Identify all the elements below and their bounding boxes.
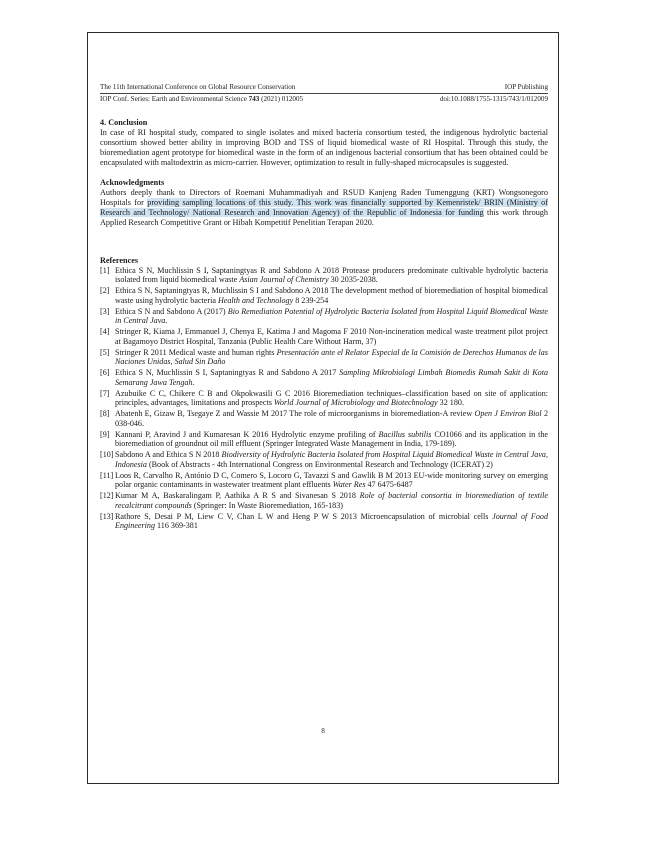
acknowledgments-heading: Acknowledgments (100, 178, 165, 188)
conference-title: The 11th International Conference on Global Resource Conservation (100, 83, 296, 91)
reference-number: [5] (100, 347, 110, 357)
running-header (100, 83, 548, 92)
reference-number: [8] (100, 409, 110, 419)
reference-text: Stringer R 2011 Medical waste and human rights Presentación ante el Relator Especial de la Comisión de Derechos Humanos de las Naciones Unidas, Salud Sin Daño (115, 347, 548, 367)
reference-item (100, 491, 548, 510)
reference-number: [3] (100, 306, 110, 316)
series-info: IOP Conf. Series: Earth and Environmental Science 743 (2021) 012005 (100, 95, 304, 103)
header-rule (100, 93, 548, 94)
reference-item (100, 327, 548, 346)
page-content (100, 83, 548, 532)
reference-text: Ethica S N, Muchlissin S I, Saptaningtyas R and Sabdono A 2017 Sampling Mikrobiologi Limbah Biomedis Rumah Sakit di Kota Semarang Jawa Tengah. (115, 368, 548, 387)
reference-text: Abatenh E, Gizaw B, Tsegaye Z and Wassie M 2017 The role of microorganisms in bioremediation-A review Open J Environ Biol 2 038-046. (115, 409, 548, 428)
reference-item (100, 286, 548, 305)
reference-item (100, 471, 548, 490)
reference-text: Azubuike C C, Chikere C B and Okpokwasili G C 2016 Bioremediation techniques–classification based on site of application: principles, advantages, limitations and prospects World Journal of Microbiology and Biotechnology 32 180. (115, 388, 548, 408)
publisher-name: IOP Publishing (504, 83, 548, 91)
reference-number: [1] (100, 265, 110, 275)
reference-number: [4] (100, 327, 110, 337)
reference-list (100, 266, 548, 531)
reference-item (100, 409, 548, 428)
conclusion-text: In case of RI hospital study, compared to single isolates and mixed bacteria consortium tested, the indigenous hydrolytic bacterial consortium showed better ability in improving BOD and TSS of liquid biomedical waste of RI Hospital. Through this study, the bioremediation agent prototype for biomedical waste in the form of an indigenous bacterial consortium that has been obtained could be encapsulated with maltodextrin as micro-carrier. However, optimization to result in fully-shaped microcapsules is suggested. (100, 128, 548, 167)
reference-text: Stringer R, Kiama J, Emmanuel J, Chenya E, Katima J and Magoma F 2010 Non-incineration medical waste treatment pilot project at Bagamoyo District Hospital, Tanzania (Public Health Care Without Harm, 37) (115, 327, 548, 346)
reference-text: Ethica S N, Saptaningtyas R, Muchlissin S I and Sabdono A 2018 The development method of bioremediation of hospital biomedical waste using hydrolytic bacteria Health and Technology 8 239-254 (115, 286, 548, 305)
reference-number: [2] (100, 286, 110, 296)
volume-number: 743 (248, 95, 260, 103)
reference-item (100, 307, 548, 326)
reference-number: [12] (100, 491, 114, 501)
text-highlight: providing sampling locations of this study. This work was financially supported by Kemenristek/ BRIN (Ministry of Research and Technology/ National Research and Innovation Agency) of the Republic of Indonesia for funding (100, 198, 549, 218)
reference-text: Rathore S, Desai P M, Liew C V, Chan L W and Heng P W S 2013 Microencapsulation of microbial cells Journal of Food Engineering 116 369-381 (115, 511, 549, 531)
reference-item (100, 266, 548, 285)
reference-number: [7] (100, 388, 110, 398)
paper-page (87, 32, 559, 784)
doi: doi:10.1088/1755-1315/743/1/012009 (439, 95, 548, 103)
citation-line (100, 95, 548, 104)
conclusion-heading: 4. Conclusion (100, 118, 148, 127)
reference-item (100, 368, 548, 387)
acknowledgments-text: Authors deeply thank to Directors of Roemani Muhammadiyah and RSUD Kanjeng Raden Tumenggung (KRT) Wongsonegoro Hospitals for providing sampling locations of this study. This work was financially supported by Kemenristek/ BRIN (Ministry of Research and Technology/ National Research and Innovation Agency) of the Republic of Indonesia for funding this work through Applied Research Competitive Grant or Hibah Kompetitif Penelitian Terapan 2020. (100, 188, 549, 227)
reference-item (100, 512, 548, 531)
reference-text: Kumar M A, Baskaralingam P, Aathika A R S and Sivanesan S 2018 Role of bacterial consortia in bioremediation of textile recalcitrant compounds (Springer: In Waste Bioremediation, 165-183) (115, 491, 549, 510)
reference-item (100, 348, 548, 367)
reference-item (100, 389, 548, 408)
reference-text: Sabdono A and Ethica S N 2018 Biodiversity of Hydrolytic Bacteria Isolated from Hospital Liquid Biomedical Waste in Central Java, Indonesia (Book of Abstracts - 4th International Congress on Environmental Research and Technology (ICERAT) 2) (115, 450, 548, 469)
reference-number: [10] (100, 450, 114, 460)
reference-item (100, 450, 548, 469)
references-heading: References (100, 255, 139, 265)
reference-text: Ethica S N and Sabdono A (2017) Bio Remediation Potential of Hydrolytic Bacteria Isolated from Hospital Liquid Biomedical Waste in Central Java. (115, 306, 548, 326)
reference-text: Ethica S N, Muchlissin S I, Saptaningtyas R and Sabdono A 2018 Protease producers predominate cultivable hydrolytic bacteria isolated from liquid biomedical waste Asian Journal of Chemistry 30 2035-2038. (115, 265, 548, 285)
reference-text: Kannani P, Aravind J and Kumaresan K 2016 Hydrolytic enzyme profiling of Bacillus subtilis CO1066 and its application in the bioremediation of groundnut oil mill effluent (Springer Integrated Waste Management in India, 179-189). (115, 429, 548, 449)
reference-item (100, 430, 548, 449)
page-number: 8 (321, 727, 325, 735)
reference-number: [11] (100, 470, 114, 480)
reference-number: [13] (100, 511, 114, 521)
reference-number: [9] (100, 429, 110, 439)
reference-number: [6] (100, 368, 110, 378)
reference-text: Loos R, Carvalho R, António D C, Comero S, Locoro G, Tavazzi S and Gawlik B M 2013 EU-wide monitoring survey on emerging polar organic contaminants in wastewater treatment plant effluents Water Res 47 6475-6487 (115, 470, 548, 490)
